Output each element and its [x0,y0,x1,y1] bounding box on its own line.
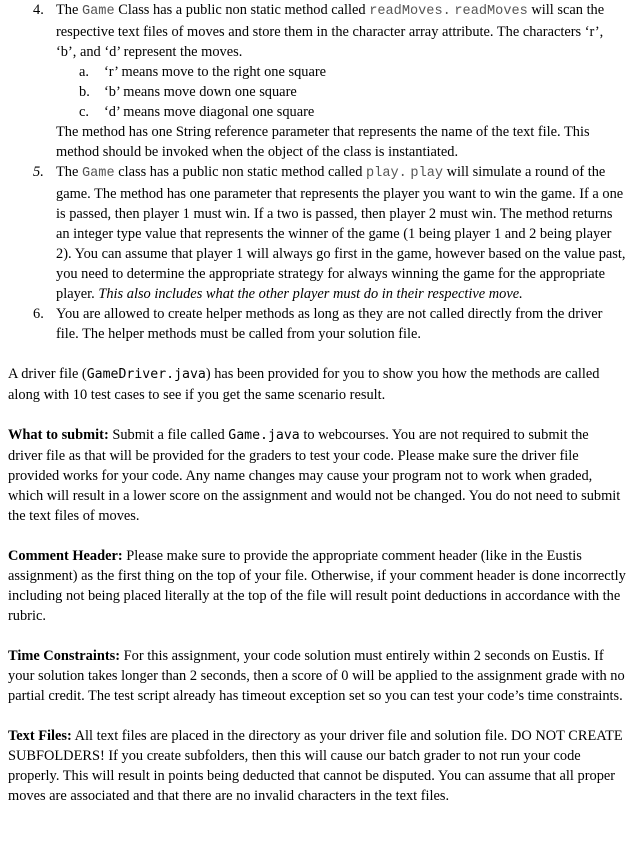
submit-heading: What to submit: [8,427,109,443]
code-play: play. [366,166,407,181]
time-heading: Time Constraints: [8,648,121,664]
list-item-6: 6. You are allowed to create helper methods as long as they are not called directly from the driver file. The helper methods must be called from your solution file. [33,306,603,342]
comment-heading: Comment Header: [8,548,123,564]
list-item-5: 5. The Game class has a public non static method called play. play will simulate a round of the game. The method has one parameter that represents the player you want to win the game. If a one is passed, then player 1 must win. If a two is passed, then player 2 must win. The method returns an integer type value that represents the winner of the game (1 being player 1 and 2 being player 2). You can assume that player 1 will always go first in the game, however based on the value past, you need to determine the appropriate strategy for always winning the game for the appropriate player. This also includes what the other player must do in their respective move. [33,164,626,302]
sub-item-b: b. ‘b’ means move down one square [79,84,297,100]
list-item-4: 4. The Game Class has a public non static method called readMoves. readMoves will scan the respective text files of moves and store them in the character array attribute. The characters ‘r’, ‘b’, and ‘d’ represent the moves. a. ‘r’ means move to the right one square b. ‘b’ means move down one square c. ‘d’ means move diagonal one square The method has one String reference parameter that represents the name of the text file. This method should be invoked when the object of the class is instantiated. [8,0,626,162]
requirements-list [8,0,626,344]
time-constraints-paragraph: Time Constraints: For this assignment, your code solution must entirely within 2 seconds on Eustis. If your solution takes longer than 2 seconds, then a score of 0 will be applied to the assignment grade with no partial credit. The test script already has timeout exception set so you can test your code’s time constraints. [8,648,625,704]
driver-paragraph: A driver file (GameDriver.java) has been provided for you to show you how the methods are called along with 10 test cases to see if you get the same scenario result. [8,366,600,403]
code-readmoves-2: readMoves [454,4,528,19]
code-game-class: Game [81,4,115,19]
files-heading: Text Files: [8,728,72,744]
move-sublist [56,62,626,122]
text-files-paragraph: Text Files: All text files are placed in the directory as your driver file and solution file. DO NOT CREATE SUBFOLDERS! If you create subfolders, then this will cause our batch grader to not run your code properly. This will result in points being deducted that cannot be disputed. You can assume that all proper moves are associated and that there are no invalid characters in the text files. [8,728,623,804]
submit-paragraph: What to submit: Submit a file called Game.java to webcourses. You are not required to submit the driver file as that will be provided for the graders to test your code. Please make sure the driver file provided works for your code. Any name changes may cause your program not to work when graded, which will result in a lower score on the assignment and would not be changed. You do not need to submit the text files of moves. [8,427,621,524]
list-number: 5. [33,164,44,180]
code-play-2: play [410,166,444,181]
code-readmoves: readMoves. [369,4,451,19]
code-gamedriver: GameDriver.java [86,367,206,382]
sub-item-c: c. ‘d’ means move diagonal one square [79,104,315,120]
code-game-class: Game [81,166,115,181]
code-game-java: Game.java [228,428,300,443]
sub-item-a: a. ‘r’ means move to the right one square [79,64,327,80]
comment-header-paragraph: Comment Header: Please make sure to provide the appropriate comment header (like in the Eustis assignment) as the first thing on the top of your file. Otherwise, if your comment header is done incorrectly including not being placed literally at the top of the file will result point deductions in accordance with the rubric. [8,548,626,624]
italic-note: This also includes what the other player must do in their respective move. [98,286,523,302]
list-number: 4. [33,2,44,18]
item-4-tail: The method has one String reference parameter that represents the name of the text file. This method should be invoked when the object of the class is instantiated. [56,124,590,160]
list-number: 6. [33,306,44,322]
